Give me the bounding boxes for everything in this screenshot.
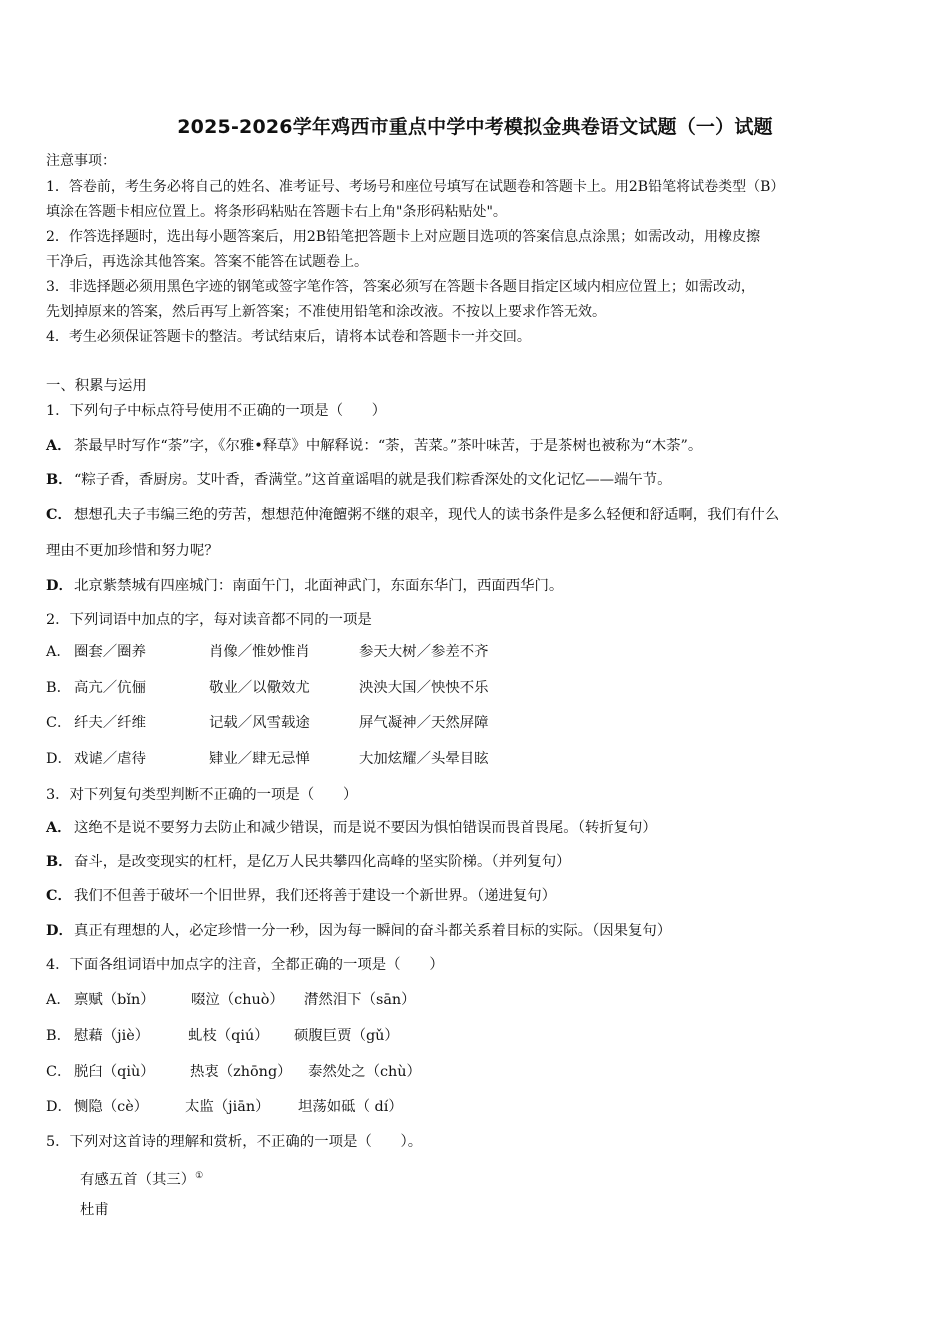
question-1-option-c-cont: 理由不更加珍惜和努力呢？ — [46, 543, 219, 559]
option-label: D． — [46, 922, 73, 939]
option-label: A． — [46, 437, 72, 454]
option-item: 纤夫／纤维 — [74, 715, 146, 731]
question-3-option-c — [46, 887, 556, 905]
option-item: 大加炫耀／头晕目眩 — [359, 751, 489, 767]
question-1-option-c — [46, 506, 779, 524]
option-item: 恻隐（cè） — [74, 1099, 149, 1115]
poem-author: 杜甫 — [80, 1202, 109, 1218]
notice-line: 2．作答选择题时，选出每小题答案后，用2B铅笔把答题卡上对应题目选项的答案信息点涂黑；如需改动，用橡皮擦 — [46, 229, 761, 245]
option-item: 泱泱大国／怏怏不乐 — [359, 680, 489, 696]
option-label: B． — [46, 471, 73, 488]
option-label: A． — [46, 644, 71, 660]
option-text: 北京紫禁城有四座城门：南面午门，北面神武门，东面东华门，西面西华门。 — [74, 578, 564, 594]
question-1-option-d — [46, 577, 563, 595]
notice-line: 干净后，再选涂其他答案。答案不能答在试题卷上。 — [46, 254, 368, 270]
option-item: 泰然处之（chù） — [308, 1064, 421, 1080]
option-item: 禀赋（bǐn） — [74, 992, 155, 1008]
option-label: D． — [46, 577, 73, 594]
option-label: C． — [46, 715, 72, 731]
question-1-option-a — [46, 437, 702, 455]
option-text: 奋斗，是改变现实的杠杆，是亿万人民共攀四化高峰的坚实阶梯。（并列复句） — [74, 854, 571, 870]
question-1-stem: 1．下列句子中标点符号使用不正确的一项是（ ） — [46, 403, 387, 419]
option-text: 我们不但善于破坏一个旧世界，我们还将善于建设一个新世界。（递进复句） — [74, 888, 557, 904]
option-item: 圈套／圈养 — [74, 644, 146, 660]
option-label: B． — [46, 680, 71, 696]
question-5-stem: 5．下列对这首诗的理解和赏析，不正确的一项是（ ）。 — [46, 1134, 423, 1150]
option-item: 热衷（zhōng） — [190, 1064, 292, 1080]
option-text: 真正有理想的人，必定珍惜一分一秒，因为每一瞬间的奋斗都关系着目标的实际。（因果复句） — [74, 923, 672, 939]
notice-line: 先划掉原来的答案，然后再写上新答案；不准使用铅笔和涂改液。不按以上要求作答无效。 — [46, 304, 606, 320]
question-3-option-d — [46, 922, 671, 940]
notice-heading: 注意事项： — [46, 153, 116, 169]
option-label: B． — [46, 1028, 71, 1044]
option-item: 潸然泪下（sān） — [304, 992, 416, 1008]
option-item: 记载／风雪载途 — [209, 715, 310, 731]
section-heading: 一、积累与运用 — [46, 378, 147, 394]
question-3-option-b — [46, 853, 570, 871]
notice-line: 填涂在答题卡相应位置上。将条形码粘贴在答题卡右上角"条形码粘贴处"。 — [46, 204, 507, 220]
option-label: C． — [46, 887, 72, 904]
option-item: 慰藉（jiè） — [74, 1028, 150, 1044]
option-item: 屏气凝神／天然屏障 — [359, 715, 489, 731]
option-text: “粽子香，香厨房。艾叶香，香满堂。”这首童谣唱的就是我们粽香深处的文化记忆——端午节。 — [74, 472, 672, 488]
notice-line: 3．非选择题必须用黑色字迹的钢笔或签字笔作答，答案必须写在答题卡各题目指定区域内相应位置上；如需改动， — [46, 279, 755, 295]
exam-title: 2025-2026学年鸡西市重点中学中考模拟金典卷语文试题（一）试题 — [177, 116, 773, 138]
option-item: 参天大树／参差不齐 — [359, 644, 489, 660]
option-text: 茶最早时写作“荼”字，《尔雅•释草》中解释说：“荼，苦菜。”茶叶味苦，于是茶树也被称为“木荼”。 — [74, 438, 703, 454]
option-item: 硕腹巨贾（gǔ） — [294, 1028, 399, 1044]
poem-title — [80, 1167, 203, 1189]
question-2-stem: 2．下列词语中加点的字，每对读音都不同的一项是 — [46, 612, 372, 628]
option-label: A． — [46, 819, 72, 836]
option-label: D． — [46, 1099, 72, 1115]
option-item: 太监（jiān） — [185, 1099, 270, 1115]
option-text: 这绝不是说不要努力去防止和减少错误，而是说不要因为惧怕错误而畏首畏尾。（转折复句） — [74, 820, 657, 836]
option-item: 脱臼（qiù） — [74, 1064, 155, 1080]
option-item: 肄业／肆无忌惮 — [209, 751, 310, 767]
question-3-stem: 3．对下列复句类型判断不正确的一项是（ ） — [46, 787, 358, 803]
option-label: C． — [46, 506, 72, 523]
option-text: 想想孔夫子韦编三绝的劳苦，想想范仲淹饘粥不继的艰辛，现代人的读书条件是多么轻便和舒适啊，我们有什么 — [74, 507, 780, 523]
question-3-option-a — [46, 819, 657, 837]
option-item: 戏谑／虐待 — [74, 751, 146, 767]
option-item: 高亢／伉俪 — [74, 680, 146, 696]
option-item: 肖像／惟妙惟肖 — [209, 644, 310, 660]
option-label: A． — [46, 992, 71, 1008]
option-item: 虬枝（qiú） — [188, 1028, 269, 1044]
option-label: B． — [46, 853, 73, 870]
option-label: C． — [46, 1064, 72, 1080]
poem-title-text: 有感五首（其三） — [80, 1172, 196, 1188]
option-item: 敬业／以儆效尤 — [209, 680, 310, 696]
option-label: D． — [46, 751, 72, 767]
footnote-marker: ① — [195, 1171, 204, 1181]
question-1-option-b — [46, 471, 672, 489]
option-item: 坦荡如砥（ dí） — [298, 1099, 403, 1115]
notice-line: 4．考生必须保证答题卡的整洁。考试结束后，请将本试卷和答题卡一并交回。 — [46, 329, 531, 345]
question-4-stem: 4．下面各组词语中加点字的注音，全都正确的一项是（ ） — [46, 957, 444, 973]
notice-line: 1．答卷前，考生务必将自己的姓名、准考证号、考场号和座位号填写在试题卷和答题卡上。用2B铅笔将试卷类型（B） — [46, 179, 785, 195]
option-item: 啜泣（chuò） — [191, 992, 284, 1008]
